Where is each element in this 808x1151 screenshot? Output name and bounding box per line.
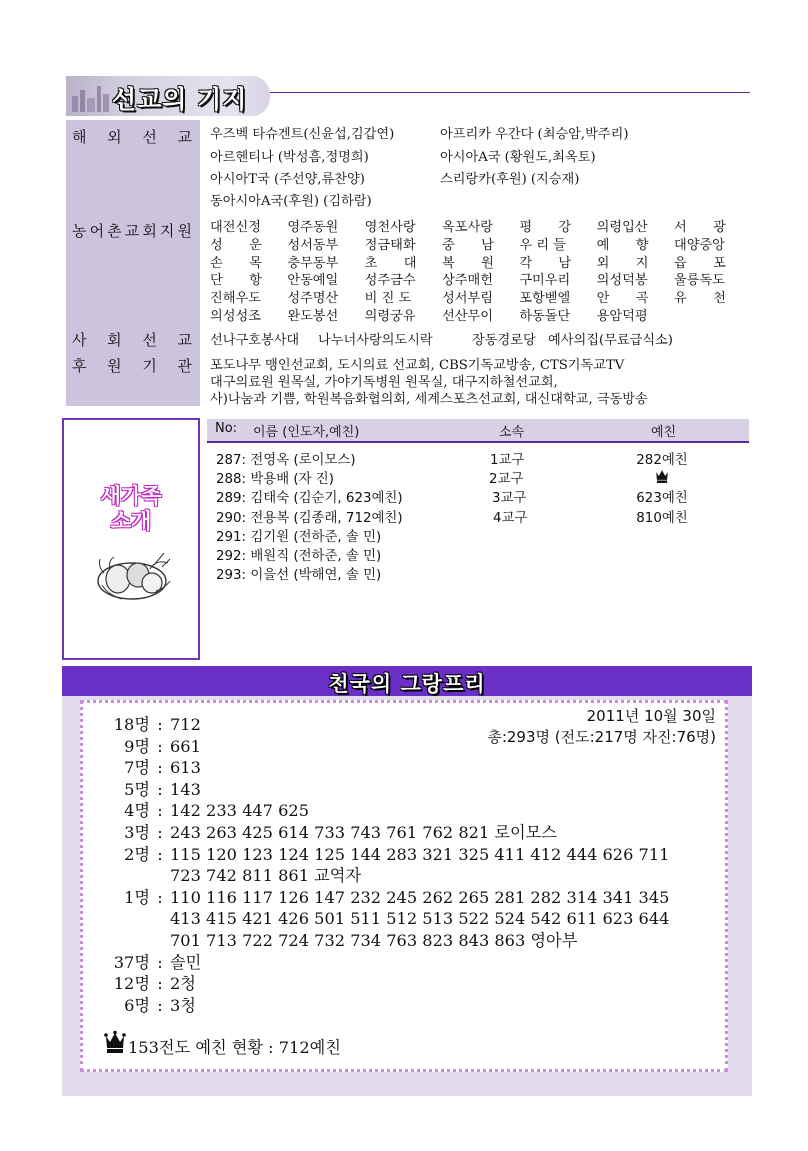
grand-prix-values: 110 116 117 126 147 232 245 262 265 281 282 314 341 345 (170, 887, 670, 907)
farm-church: 완도봉선 (287, 309, 339, 324)
new-family-title (62, 484, 200, 534)
grand-prix-count: 9명 (124, 736, 150, 756)
grand-prix-count: 18명 (113, 715, 150, 734)
farm-church: 영천사랑 (364, 220, 416, 235)
grand-prix-values: 3청 (170, 995, 196, 1015)
grand-prix-date: 2011년 10월 30일 (586, 707, 716, 725)
new-family-entry: 291: 김기원 (전하준, 솔 민) (216, 529, 382, 545)
social-label-cell (66, 326, 200, 350)
farm-church: 비 진 도 (364, 291, 412, 307)
farm-church: 성서동부 (287, 237, 339, 253)
overseas-item: 아시아T국 (주선양,류찬양) (210, 172, 365, 187)
fruit-basket-icon (92, 545, 176, 605)
grand-prix-values: 723 742 811 861 교역자 (170, 866, 362, 886)
label-char: 해 (72, 128, 87, 146)
social-item: 나누너사랑의도시락 (318, 333, 433, 348)
grand-prix-row (100, 757, 201, 779)
farm-church: 안동예일 (287, 273, 339, 289)
crown-icon (104, 1030, 126, 1054)
farm-church: 의성덕봉 (596, 273, 648, 289)
farm-church: 서 광 (673, 220, 726, 235)
new-family-group: 282예친 (636, 453, 688, 468)
church-silhouette-icon (70, 82, 110, 112)
new-family-group: 623예친 (636, 491, 688, 507)
farm-church: 대전신정 (210, 220, 261, 235)
farm-row (210, 269, 734, 288)
label-char: 기 (142, 357, 157, 375)
farm-row (210, 305, 734, 324)
grand-prix-colon: : (157, 974, 163, 994)
label-char: 지 (159, 222, 175, 240)
new-family-header (207, 419, 749, 443)
grand-prix-count: 1명 (124, 887, 150, 907)
grand-prix-row (100, 973, 196, 995)
farm-church: 외 지 (596, 255, 649, 271)
new-family-entry: 292: 배원직 (전하준, 솔 민) (216, 549, 382, 564)
label-char: 회 (107, 331, 122, 349)
new-family-title-line2: 소개 (110, 509, 152, 533)
overseas-item: 아르헨티나 (박성흠,정명희) (210, 150, 369, 165)
grand-prix-count: 7명 (124, 758, 150, 778)
grand-prix-colon: : (157, 952, 163, 972)
label-char: 농 (72, 222, 87, 240)
new-family-dept: 1교구 (490, 453, 525, 468)
grand-prix-total: 총:293명 (전도:217명 자진:76명) (487, 728, 716, 746)
col-no: No: (215, 421, 238, 436)
label-char: 촌 (107, 222, 122, 240)
farm-row (210, 287, 734, 306)
farm-church: 상주매헌 (441, 273, 493, 289)
grand-prix-row (100, 887, 669, 952)
label-char: 원 (177, 222, 192, 240)
grand-prix-values: 661 (170, 736, 201, 756)
grand-prix-values: 701 713 722 724 732 734 763 823 843 863 영아부 (170, 930, 578, 950)
label-char: 후 (72, 357, 87, 375)
farm-row (210, 252, 734, 271)
label-char: 교 (177, 128, 192, 146)
grand-prix-values: 143 (170, 779, 201, 799)
overseas-label (72, 126, 192, 147)
new-family-dept: 4교구 (493, 510, 528, 526)
crown-icon (622, 468, 702, 488)
farm-church: 성 운 (210, 237, 262, 253)
col-group: 예친 (651, 425, 677, 440)
sponsor-label (72, 355, 192, 376)
farm-church: 대양중앙 (673, 237, 725, 253)
grand-prix-note: 153전도 예친 현황 : 712예친 (128, 1038, 341, 1057)
grand-prix-colon: : (157, 887, 163, 907)
grand-prix-count: 2명 (124, 844, 150, 864)
farm-church: 중 남 (441, 237, 494, 253)
grand-prix-colon: : (157, 736, 163, 756)
new-family-dept: 2교구 (489, 472, 524, 488)
grand-prix-count: 3명 (124, 823, 150, 842)
farm-church (674, 305, 734, 324)
grand-prix-count: 37명 (113, 952, 150, 972)
mission-table (66, 120, 750, 406)
farm-church: 의령입산 (596, 220, 648, 235)
overseas-item: 아시아A국 (황원도,최옥토) (440, 150, 596, 165)
farm-church: 옥포사랑 (441, 220, 493, 235)
grand-prix-colon: : (157, 995, 163, 1015)
grand-prix-row (100, 822, 557, 844)
farm-church: 진해우도 (210, 291, 261, 307)
farm-church: 안 곡 (596, 291, 649, 307)
grand-prix-count: 4명 (124, 801, 150, 821)
label-char: 관 (177, 357, 192, 375)
grand-prix-row (100, 714, 201, 736)
grand-prix-colon: : (157, 801, 163, 821)
grand-prix-row (100, 844, 669, 887)
label-char: 교 (124, 222, 140, 240)
grand-prix-values: 솔민 (170, 952, 202, 972)
page-title: 선교의 기지 (112, 85, 248, 114)
farm-church: 성주명산 (287, 291, 339, 307)
farm-church: 평 강 (519, 220, 572, 235)
farm-church: 선산무이 (441, 309, 493, 324)
farm-row (210, 216, 734, 235)
farm-church: 구미우리 (519, 273, 571, 289)
farm-church: 성주금수 (364, 273, 416, 289)
farm-church: 울릉독도 (673, 273, 725, 289)
farm-church: 의성성조 (210, 309, 261, 324)
overseas-label-cell (66, 120, 200, 210)
label-char: 선 (142, 128, 157, 146)
grand-prix-values: 613 (170, 758, 201, 778)
grand-prix-colon: : (157, 844, 163, 864)
farm-church: 각 남 (519, 255, 572, 271)
grand-prix-count: 12명 (113, 974, 150, 994)
header-rule (262, 92, 750, 93)
grand-prix-values: 413 415 421 426 501 511 512 513 522 524 542 611 623 644 (170, 909, 670, 929)
farm-church: 예 향 (596, 237, 649, 253)
new-family-title-line1: 새가족 (100, 484, 162, 508)
new-family-entry: 293: 이을선 (박해연, 솔 민) (216, 568, 382, 584)
grand-prix-title: 천국의 그랑프리 (328, 672, 486, 696)
grand-prix-count: 5명 (124, 779, 150, 799)
label-char: 외 (107, 128, 122, 146)
grand-prix-colon: : (157, 779, 163, 799)
overseas-item: 동아시아A국(후원) (김하람) (210, 194, 372, 209)
label-char: 어 (89, 222, 105, 240)
grand-prix-row (100, 800, 309, 822)
farm-church: 포항벧엘 (519, 291, 571, 307)
grand-prix-values: 712 (170, 715, 201, 734)
farm-label (72, 220, 192, 241)
grand-prix-values: 243 263 425 614 733 743 761 762 821 로이모스 (170, 823, 557, 842)
new-family-entry: 290: 전용복 (김종래, 712예친) (216, 510, 403, 526)
overseas-item: 아프리카 우간다 (최승암,박주리) (440, 127, 629, 142)
farm-church: 유 천 (673, 291, 726, 307)
new-family-entry: 288: 박용배 (자 진) (216, 472, 334, 488)
sponsor-line: 대구의료원 원목실, 가야기독병원 원목실, 대구지하철선교회, (210, 375, 558, 390)
grand-prix-values: 142 233 447 625 (170, 801, 310, 821)
label-char: 사 (72, 331, 87, 349)
farm-row (210, 234, 734, 253)
farm-church: 충무동부 (287, 255, 339, 271)
sponsor-label-cell (66, 350, 200, 406)
sponsor-line: 포도나무 맹인선교회, 도시의료 선교회, CBS기독교방송, CTS기독교TV (210, 358, 625, 373)
social-label (72, 329, 192, 350)
farm-church: 용암덕평 (596, 309, 648, 324)
grand-prix-row (100, 952, 201, 974)
farm-church: 우 리 들 (519, 237, 566, 253)
label-char: 회 (142, 222, 157, 240)
farm-church: 의령궁유 (364, 309, 416, 324)
farm-church: 정금태화 (364, 237, 416, 253)
grand-prix-colon: : (157, 758, 163, 778)
social-item: 장동경로당 (472, 333, 536, 348)
grand-prix-row (100, 995, 196, 1017)
col-name: 이름 (인도자,예친) (253, 425, 360, 440)
grand-prix-row (100, 779, 201, 801)
grand-prix-colon: : (157, 823, 163, 842)
grand-prix-count: 6명 (124, 995, 150, 1015)
new-family-entry: 287: 전영옥 (로이모스) (216, 453, 356, 468)
farm-church: 복 원 (441, 255, 494, 271)
new-family-box (62, 418, 200, 660)
grand-prix-values: 2청 (170, 974, 196, 994)
overseas-item: 스리랑카(후원) (지승재) (440, 172, 580, 187)
farm-church: 단 항 (210, 273, 262, 289)
social-item: 선나구호봉사대 (210, 333, 300, 348)
farm-label-cell (66, 210, 200, 326)
label-char: 교 (177, 331, 192, 349)
farm-church: 읍 포 (673, 255, 726, 271)
farm-church: 손 목 (210, 255, 262, 271)
new-family-entry: 289: 김태숙 (김순기, 623예친) (216, 491, 403, 507)
label-char: 원 (107, 357, 122, 375)
col-dept: 소속 (499, 425, 525, 440)
farm-church: 영주동원 (287, 220, 339, 235)
label-char: 선 (142, 331, 157, 349)
grand-prix-values: 115 120 123 124 125 144 283 321 325 411 412 444 626 711 (170, 844, 670, 864)
farm-church: 성서부림 (441, 291, 493, 307)
sponsor-line: 사)나눔과 기쁨, 학원복음화협의회, 세계스포츠선교회, 대신대학교, 극동방송 (210, 392, 648, 407)
new-family-group: 810예친 (636, 510, 688, 526)
farm-church: 하동돌단 (519, 309, 571, 324)
overseas-item: 우즈벡 타슈겐트(신윤섭,김갑연) (210, 127, 395, 142)
new-family-dept: 3교구 (492, 491, 527, 507)
grand-prix-colon: : (157, 715, 163, 734)
farm-church: 초 대 (364, 255, 417, 271)
social-item: 예사의집(무료급식소) (548, 333, 673, 348)
grand-prix-row (100, 736, 201, 758)
